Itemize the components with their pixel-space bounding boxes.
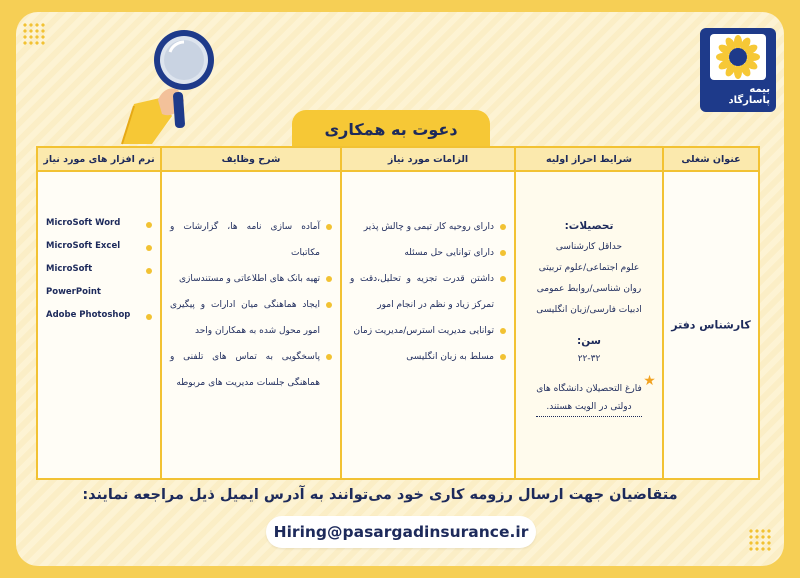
age-range: ۲۲-۳۲ [577,354,601,364]
list-item: MicroSoft Word [46,212,152,235]
header-software: نرم افزار های مورد نیاز [38,148,160,172]
header-requirements: الزامات مورد نیاز [342,148,514,172]
header-duties: شرح وظایف [162,148,340,172]
job-table [36,146,760,480]
priority-note: ★ فارغ التحصیلان دانشگاه های دولتی در الویت هستند. [536,380,642,417]
list-item: Adobe Photoshop [46,304,152,327]
column-job-title [662,148,758,478]
header-conditions: شرایط احراز اولیه [516,148,662,172]
decor-dots-bottom-right [748,528,772,552]
requirements-list [342,172,514,370]
list-item: توانایی مدیریت استرس/مدیریت زمان [350,318,506,344]
column-software [38,148,160,478]
education-heading: تحصیلات: [564,220,614,232]
education-line: ادبیات فارسی/زبان انگلیسی [536,305,642,315]
magnifier-illustration [112,26,222,146]
email-link[interactable]: Hiring@pasargadinsurance.ir [266,516,536,548]
education-line: حداقل کارشناسی [555,242,623,252]
list-item: مسلط به زبان انگلیسی [350,344,506,370]
brand-emblem [710,34,766,80]
brand-name: بیمه پاسارگاد [728,84,770,106]
brand-logo [700,28,776,112]
column-duties [160,148,340,478]
list-item: MicroSoft Excel [46,235,152,258]
list-item: پاسخگویی به تماس های تلفنی و هماهنگی جلسات مدیریت های مربوطه [170,344,332,396]
education-line: روان شناسی/روابط عمومی [536,284,642,294]
list-item: آماده سازی نامه ها، گزارشات و مکاتبات [170,214,332,266]
age-heading: سن: [577,335,601,347]
header-job-title: عنوان شغلی [664,148,758,172]
software-list [38,172,160,327]
list-item: ایجاد هماهنگی میان ادارات و پیگیری امور محول شده به همکاران واحد [170,292,332,344]
page-title: دعوت به همکاری [292,110,490,148]
list-item: دارای روحیه کار تیمی و چالش پذیر [350,214,506,240]
education-line: علوم اجتماعی/علوم تربیتی [538,263,640,273]
sunflower-icon [715,34,761,80]
list-item: داشتن قدرت تجزیه و تحلیل،دقت و تمرکز زیاد و نظم در انجام امور [350,266,506,318]
call-to-action: متقاضیان جهت ارسال رزومه کاری خود می‌توانند به آدرس ایمیل ذیل مراجعه نمایند: [82,487,678,503]
column-requirements [340,148,514,478]
decor-dots-top-left [22,22,46,46]
list-item: دارای توانایی حل مسئله [350,240,506,266]
list-item: MicroSoft PowerPoint [46,258,152,304]
duties-list [162,172,340,396]
list-item: تهیه بانک های اطلاعاتی و مستندسازی [170,266,332,292]
star-icon: ★ [643,373,656,389]
job-title-value: کارشناس دفتر [671,318,751,332]
column-conditions [514,148,662,478]
